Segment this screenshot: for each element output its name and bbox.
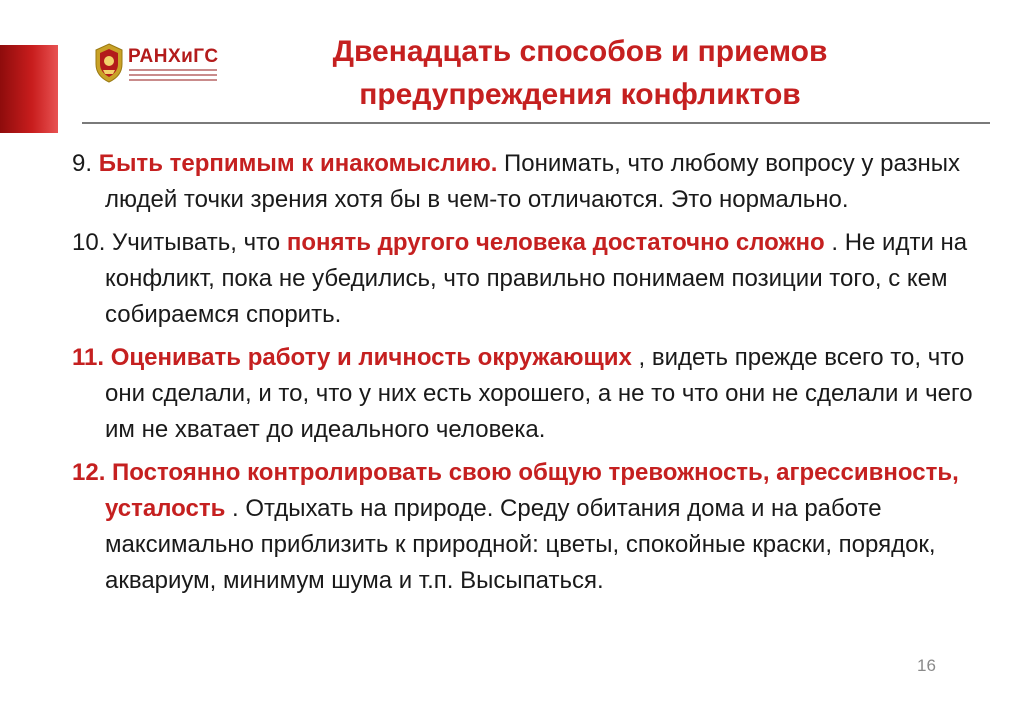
list-item-12 xyxy=(72,455,997,599)
item-highlight: Быть терпимым к инакомыслию. xyxy=(98,150,498,177)
list-item-9 xyxy=(72,146,997,218)
list-item-11 xyxy=(72,340,997,448)
item-text: . Отдыхать на природе. Среду обитания дома и на работе максимально приблизить к природной: цветы, спокойные краски, порядок, аквариум, минимум шума и т.п. Высыпаться. xyxy=(105,495,936,594)
item-text: . Не идти на конфликт, пока не убедились, что правильно понимаем позиции того, с кем собираемся спорить. xyxy=(105,229,968,328)
item-text: , видеть прежде всего то, что они сделали, и то, что у них есть хорошего, а не то что они не сделали и чего им не хватает до идеального человека. xyxy=(105,344,973,443)
slide-title xyxy=(250,30,910,116)
logo-subtitle-lines xyxy=(129,69,217,84)
title-divider xyxy=(82,122,990,124)
item-text: Понимать, что любому вопросу у разных людей точки зрения хотя бы в чем-то отличаются. Это нормально. xyxy=(105,150,961,213)
item-number: 11. xyxy=(72,344,105,371)
items-list xyxy=(72,146,997,606)
title-line-2: предупреждения конфликтов xyxy=(359,78,801,111)
accent-bar xyxy=(0,45,58,133)
item-highlight: Оценивать работу и личность окружающих xyxy=(110,344,632,371)
page-number: 16 xyxy=(917,656,936,675)
item-number: 12. xyxy=(72,459,106,486)
ranepa-logo xyxy=(92,42,222,88)
item-text-before: Учитывать, что xyxy=(112,229,287,256)
emblem-icon xyxy=(92,42,126,84)
title-line-1: Двенадцать способов и приемов xyxy=(332,35,828,68)
item-number: 9. xyxy=(72,150,93,177)
logo-name: РАНХиГС xyxy=(128,46,219,67)
item-number: 10. xyxy=(72,229,106,256)
item-highlight: Постоянно контролировать свою общую тревожность, агрессивность, усталость xyxy=(105,459,959,522)
list-item-10 xyxy=(72,225,997,333)
item-highlight: понять другого человека достаточно сложно xyxy=(286,229,825,256)
